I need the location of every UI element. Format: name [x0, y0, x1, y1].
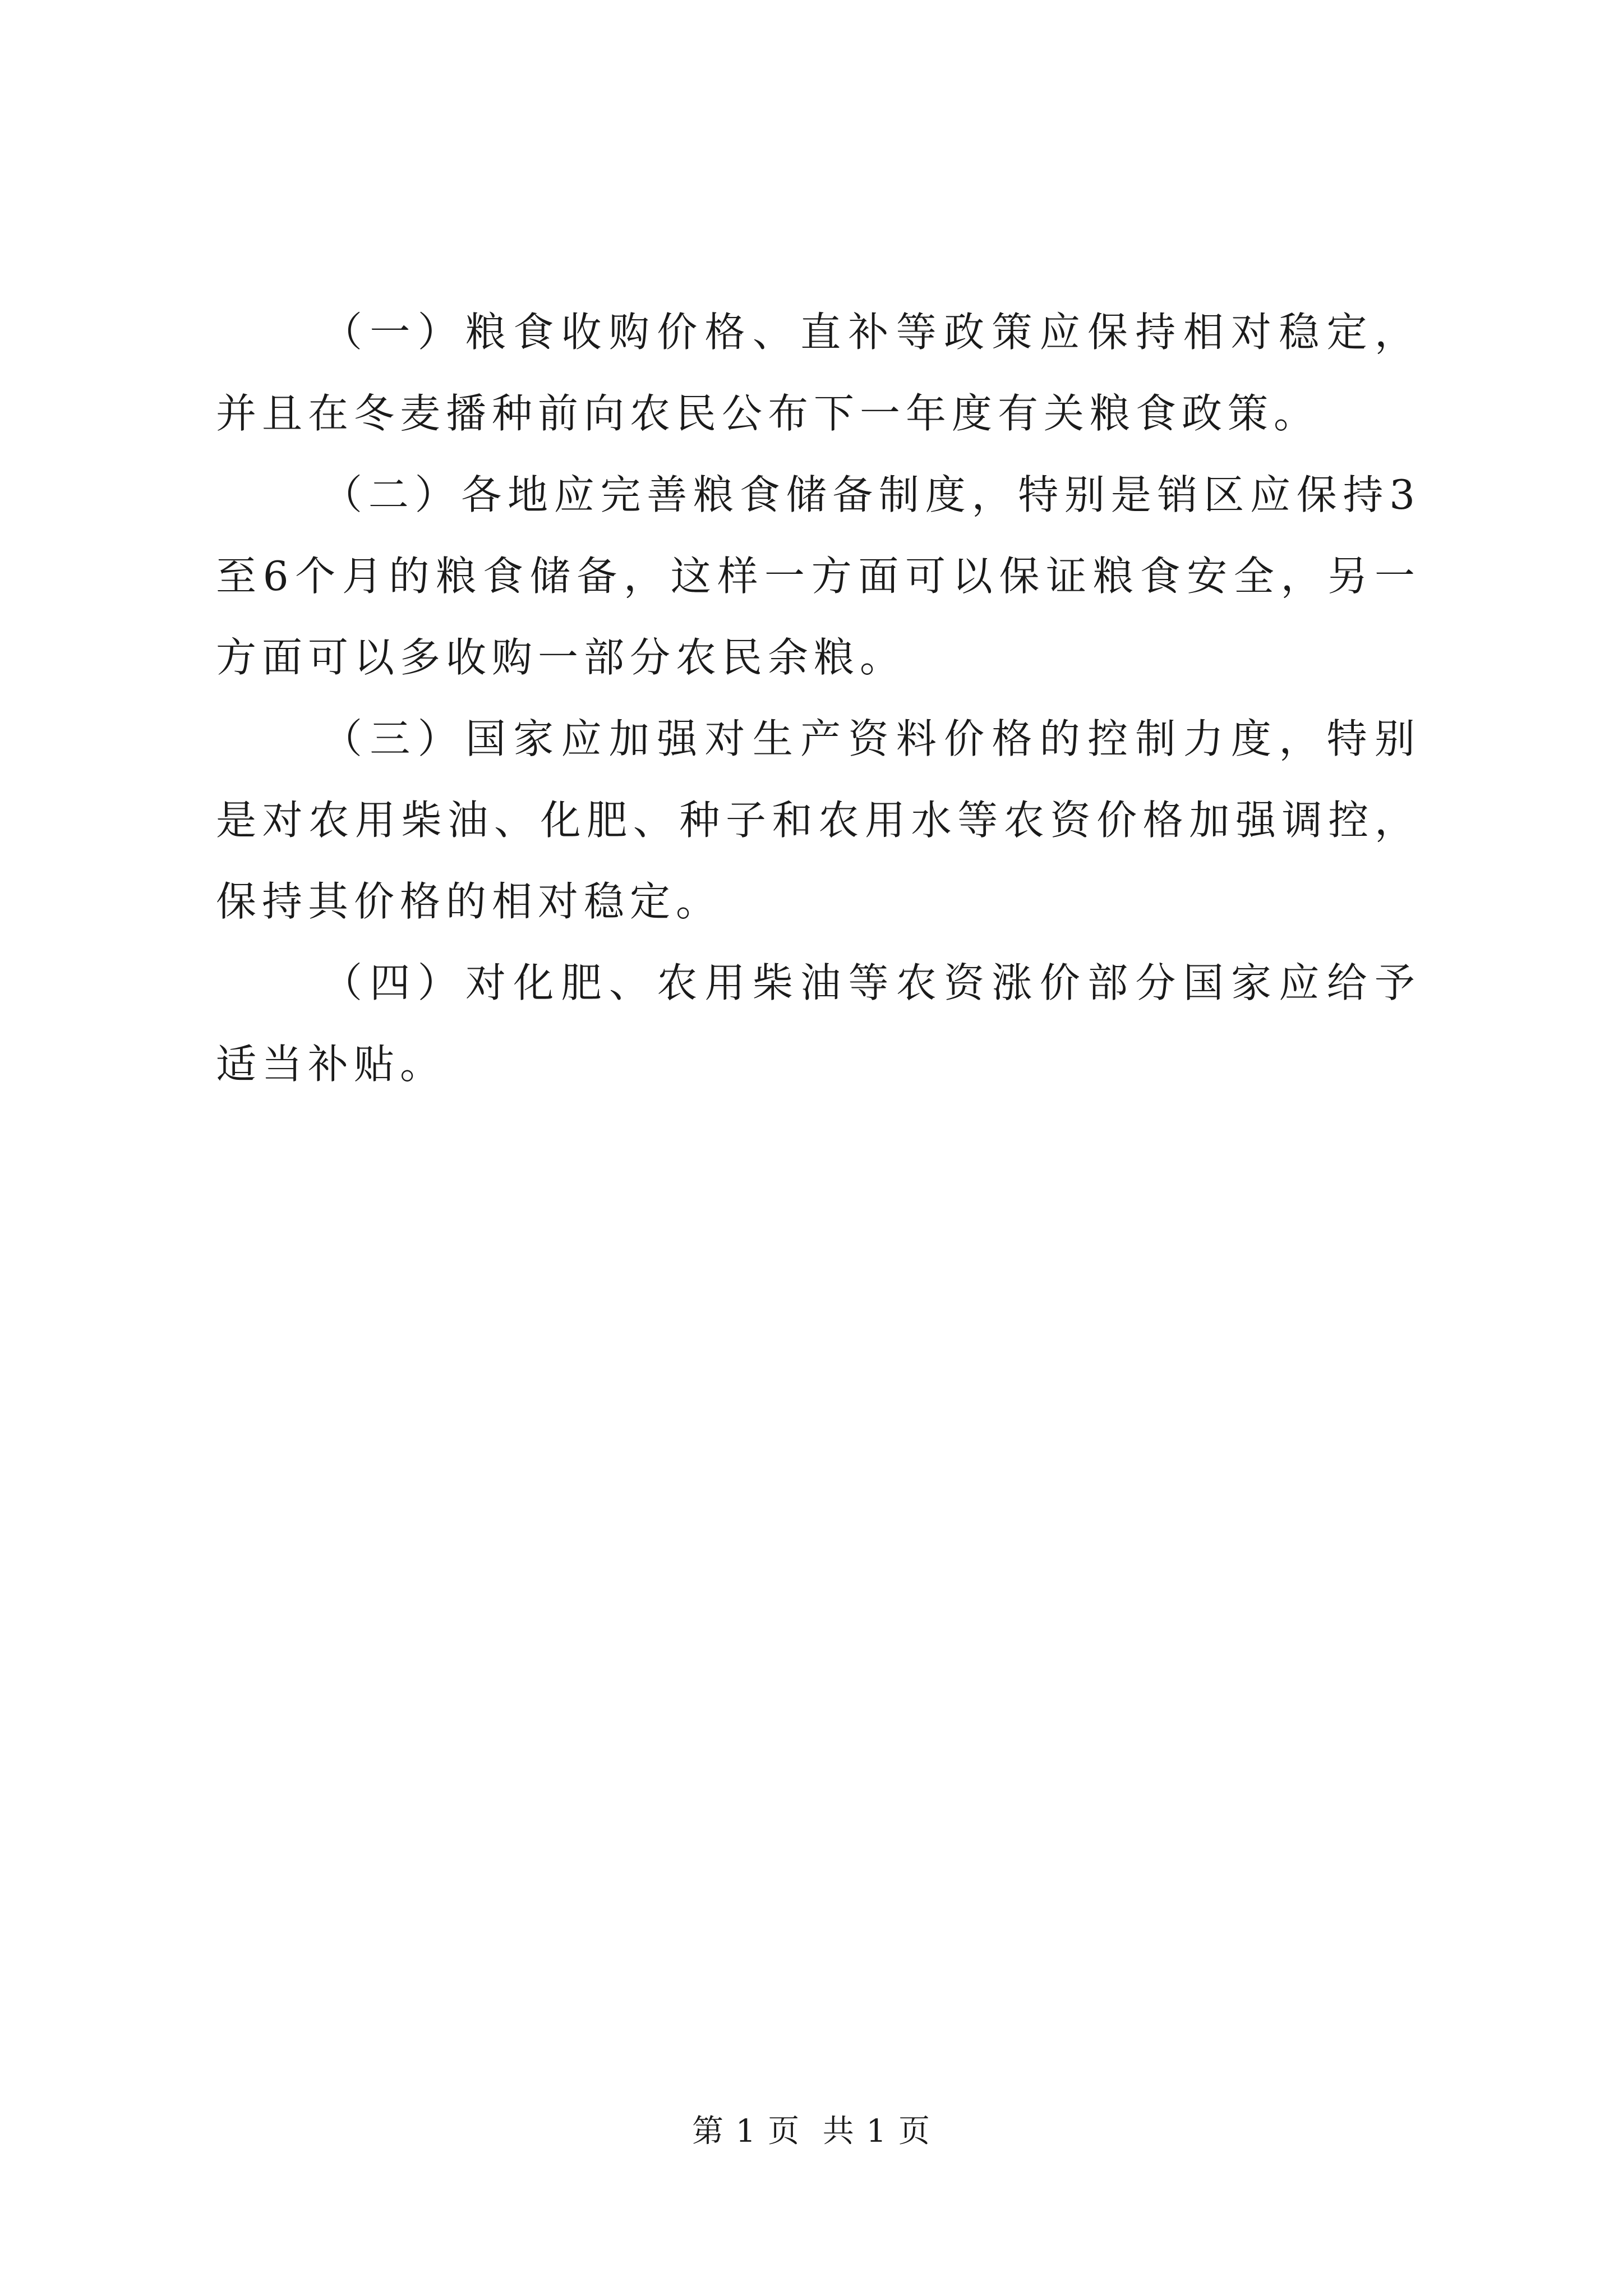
document-body	[216, 292, 1421, 1105]
paragraph-3: （三）国家应加强对生产资料价格的控制力度，特别是对农用柴油、化肥、种子和农用水等农资价格加强调控，保持其价格的相对稳定。	[216, 715, 1421, 925]
page-number-footer: 第 1 页 共 1 页	[691, 2113, 932, 2150]
paragraph-4: （四）对化肥、农用柴油等农资涨价部分国家应给予适当补贴。	[216, 959, 1421, 1088]
paragraph-2: （二）各地应完善粮食储备制度，特别是销区应保持3至6个月的粮食储备，这样一方面可以保证粮食安全，另一方面可以多收购一部分农民余粮。	[216, 471, 1421, 681]
paragraph-1: （一）粮食收购价格、直补等政策应保持相对稳定，并且在冬麦播种前向农民公布下一年度有关粮食政策。	[216, 309, 1421, 437]
